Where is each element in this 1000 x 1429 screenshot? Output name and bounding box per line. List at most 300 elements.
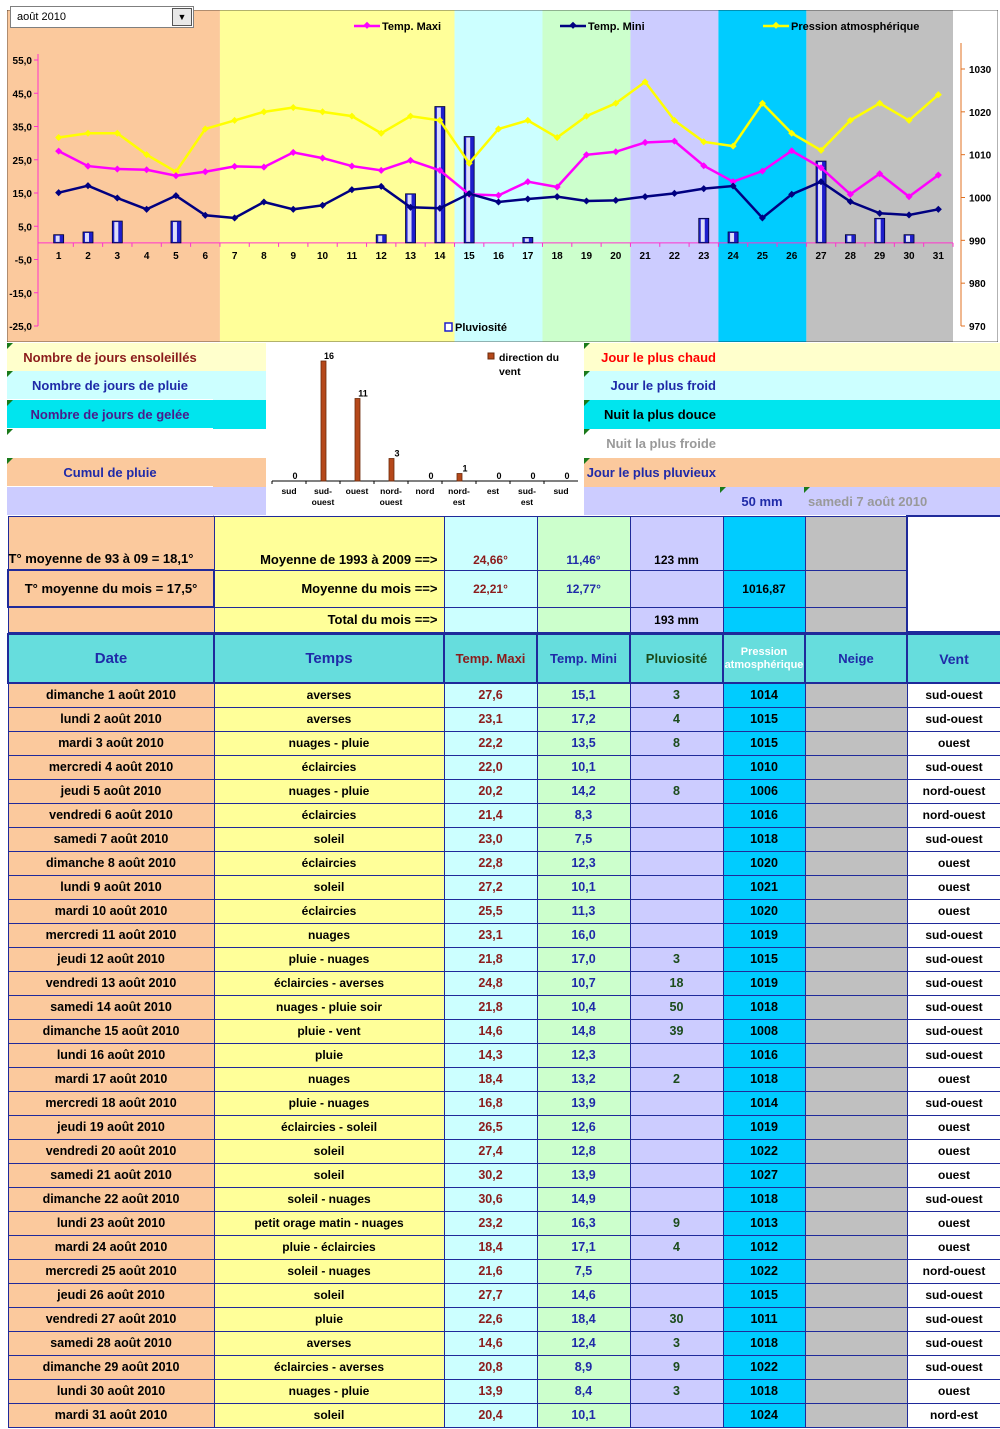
row-min: 16,0 xyxy=(537,923,630,947)
row-max: 22,0 xyxy=(444,755,537,779)
pluvio-bar-highlight xyxy=(701,219,705,242)
pluvio-bar-highlight xyxy=(114,222,118,242)
row-press: 1027 xyxy=(723,1163,805,1187)
table-row xyxy=(8,851,1000,875)
avg-row2-label: Moyenne du mois ==> xyxy=(214,570,444,607)
row-vent: sud-ouest xyxy=(907,1331,1000,1355)
row-max: 20,8 xyxy=(444,1355,537,1379)
row-vent: nord-ouest xyxy=(907,1259,1000,1283)
x-tick-label: 21 xyxy=(639,250,651,262)
header-max: Temp. Maxi xyxy=(444,634,537,683)
table-row xyxy=(8,971,1000,995)
week-band xyxy=(542,10,630,342)
row-min: 17,0 xyxy=(537,947,630,971)
pluvio-bar-highlight xyxy=(408,195,412,242)
row-temps: éclaircies xyxy=(214,851,444,875)
avg-mois: T° moyenne du mois = 17,5° xyxy=(8,570,214,607)
y-left-tick-label: 5,0 xyxy=(18,222,32,234)
row-neige xyxy=(805,1211,907,1235)
row-pluie xyxy=(630,899,723,923)
wind-value-label: 11 xyxy=(358,388,368,399)
row-date: dimanche 8 août 2010 xyxy=(8,851,214,875)
avg-row2-min: 12,77° xyxy=(537,570,630,607)
row-press: 1018 xyxy=(723,1379,805,1403)
week-band xyxy=(630,10,718,342)
row-neige xyxy=(805,1139,907,1163)
row-pluie: 18 xyxy=(630,971,723,995)
x-tick-label: 13 xyxy=(404,250,417,262)
row-date: jeudi 12 août 2010 xyxy=(8,947,214,971)
table-row xyxy=(8,1235,1000,1259)
row-neige xyxy=(805,1331,907,1355)
row-pluie xyxy=(630,755,723,779)
table-row xyxy=(8,1403,1000,1427)
row-press: 1022 xyxy=(723,1139,805,1163)
row-temps: soleil xyxy=(214,827,444,851)
table-row xyxy=(8,875,1000,899)
row-date: vendredi 20 août 2010 xyxy=(8,1139,214,1163)
weather-chart xyxy=(7,10,998,342)
y-right-tick-label: 1000 xyxy=(969,193,992,205)
row-pluie: 8 xyxy=(630,779,723,803)
row-date: vendredi 27 août 2010 xyxy=(8,1307,214,1331)
row-min: 14,2 xyxy=(537,779,630,803)
row-neige xyxy=(805,779,907,803)
row-temps: éclaircies xyxy=(214,803,444,827)
row-pluie xyxy=(630,923,723,947)
row-press: 1015 xyxy=(723,731,805,755)
x-tick-label: 18 xyxy=(551,250,563,262)
y-right-tick-label: 990 xyxy=(969,236,986,248)
row-max: 27,6 xyxy=(444,683,537,707)
row-pluie xyxy=(630,1259,723,1283)
table-row xyxy=(8,1307,1000,1331)
row-temps: soleil - nuages xyxy=(214,1259,444,1283)
header-neige: Neige xyxy=(805,634,907,683)
row-max: 23,0 xyxy=(444,827,537,851)
row-date: dimanche 29 août 2010 xyxy=(8,1355,214,1379)
summary-right-value: 50 mm xyxy=(720,487,804,516)
pluvio-bar-highlight xyxy=(730,233,734,242)
row-neige xyxy=(805,731,907,755)
x-tick-label: 8 xyxy=(261,250,267,262)
avg-row1-max: 24,66° xyxy=(444,516,537,570)
row-max: 21,6 xyxy=(444,1259,537,1283)
row-temps: pluie - nuages xyxy=(214,947,444,971)
y-right-tick-label: 1030 xyxy=(969,65,992,76)
row-vent: sud-ouest xyxy=(907,1187,1000,1211)
x-tick-label: 7 xyxy=(231,250,238,262)
row-pluie xyxy=(630,1187,723,1211)
row-max: 24,8 xyxy=(444,971,537,995)
row-vent: ouest xyxy=(907,899,1000,923)
wind-legend-line2: vent xyxy=(499,366,521,378)
row-max: 14,6 xyxy=(444,1019,537,1043)
row-neige xyxy=(805,1259,907,1283)
row-max: 22,8 xyxy=(444,851,537,875)
row-press: 1018 xyxy=(723,1331,805,1355)
row-press: 1019 xyxy=(723,1115,805,1139)
summary-right-label: Nuit la plus douce xyxy=(584,400,720,429)
row-min: 16,3 xyxy=(537,1211,630,1235)
pluvio-bar-highlight xyxy=(466,138,470,242)
row-press: 1012 xyxy=(723,1235,805,1259)
wind-legend-swatch xyxy=(488,353,494,359)
row-max: 16,8 xyxy=(444,1091,537,1115)
row-temps: éclaircies - soleil xyxy=(214,1115,444,1139)
row-vent: sud-ouest xyxy=(907,923,1000,947)
row-vent: ouest xyxy=(907,1235,1000,1259)
table-row xyxy=(8,1163,1000,1187)
y-left-tick-label: 25,0 xyxy=(12,155,32,167)
row-pluie xyxy=(630,1043,723,1067)
x-tick-label: 22 xyxy=(668,250,680,262)
row-date: mercredi 25 août 2010 xyxy=(8,1259,214,1283)
row-max: 30,6 xyxy=(444,1187,537,1211)
x-tick-label: 14 xyxy=(434,250,446,262)
row-press: 1019 xyxy=(723,971,805,995)
row-temps: soleil xyxy=(214,1163,444,1187)
row-neige xyxy=(805,1403,907,1427)
row-max: 23,2 xyxy=(444,1211,537,1235)
row-vent: sud-ouest xyxy=(907,1307,1000,1331)
wind-bar xyxy=(457,474,462,482)
row-temps: averses xyxy=(214,1331,444,1355)
month-select-value: août 2010 xyxy=(17,11,66,23)
summary-right-row xyxy=(584,400,1000,429)
avg-row2-pluie xyxy=(630,570,723,607)
row-neige xyxy=(805,971,907,995)
row-date: lundi 23 août 2010 xyxy=(8,1211,214,1235)
row-neige xyxy=(805,1091,907,1115)
row-temps: nuages xyxy=(214,1067,444,1091)
avg-vent-cell xyxy=(907,516,1000,632)
pluvio-bar-highlight xyxy=(378,236,382,242)
row-vent: sud-ouest xyxy=(907,755,1000,779)
row-press: 1008 xyxy=(723,1019,805,1043)
x-tick-label: 11 xyxy=(346,250,358,262)
x-tick-label: 23 xyxy=(698,250,710,262)
row-press: 1022 xyxy=(723,1259,805,1283)
row-min: 13,2 xyxy=(537,1067,630,1091)
row-temps: pluie - éclaircies xyxy=(214,1235,444,1259)
row-min: 15,1 xyxy=(537,683,630,707)
avg-row1-neige xyxy=(805,516,907,570)
averages-table xyxy=(7,515,1000,633)
x-tick-label: 2 xyxy=(85,250,91,262)
row-date: mardi 3 août 2010 xyxy=(8,731,214,755)
row-temps: nuages - pluie xyxy=(214,779,444,803)
week-bands xyxy=(7,10,998,342)
avg-row3-label: Total du mois ==> xyxy=(214,607,444,632)
table-row xyxy=(8,1379,1000,1403)
row-neige xyxy=(805,1283,907,1307)
row-temps: pluie - vent xyxy=(214,1019,444,1043)
wind-category-label: sud-ouest xyxy=(311,486,335,507)
summary-left-label: Cumul de pluie xyxy=(7,458,213,487)
row-min: 7,5 xyxy=(537,827,630,851)
summary-left-row xyxy=(7,371,266,400)
row-max: 30,2 xyxy=(444,1163,537,1187)
avg-row2-press: 1016,87 xyxy=(723,570,805,607)
summary-left-row xyxy=(7,343,266,372)
x-tick-label: 6 xyxy=(202,250,209,262)
legend-label: Temp. Mini xyxy=(588,21,645,33)
row-max: 27,2 xyxy=(444,875,537,899)
row-pluie: 2 xyxy=(630,1067,723,1091)
row-temps: éclaircies - averses xyxy=(214,1355,444,1379)
avg-row3-min xyxy=(537,607,630,632)
x-tick-label: 25 xyxy=(756,250,768,262)
wind-legend-line1: direction du xyxy=(499,352,560,364)
row-neige xyxy=(805,995,907,1019)
row-min: 14,8 xyxy=(537,1019,630,1043)
row-neige xyxy=(805,1115,907,1139)
table-row xyxy=(8,923,1000,947)
row-temps: éclaircies - averses xyxy=(214,971,444,995)
x-tick-label: 4 xyxy=(143,250,150,262)
table-row xyxy=(8,1043,1000,1067)
row-min: 7,5 xyxy=(537,1259,630,1283)
y-right-tick-label: 1010 xyxy=(969,150,992,162)
x-tick-label: 12 xyxy=(375,250,387,262)
wind-category-label: nord-ouest xyxy=(379,486,403,507)
dropdown-arrow-icon[interactable]: ▼ xyxy=(172,8,192,26)
y-right-tick-label: 1020 xyxy=(969,107,992,119)
row-vent: sud-ouest xyxy=(907,1283,1000,1307)
row-neige xyxy=(805,1379,907,1403)
table-row xyxy=(8,1211,1000,1235)
row-min: 10,1 xyxy=(537,875,630,899)
table-row xyxy=(8,1283,1000,1307)
row-max: 20,2 xyxy=(444,779,537,803)
table-row xyxy=(8,1019,1000,1043)
row-neige xyxy=(805,1187,907,1211)
x-tick-label: 30 xyxy=(903,250,915,262)
row-pluie: 3 xyxy=(630,683,723,707)
row-press: 1018 xyxy=(723,1067,805,1091)
wind-value-label: 0 xyxy=(530,471,536,481)
row-date: mercredi 11 août 2010 xyxy=(8,923,214,947)
avg-row2-neige xyxy=(805,570,907,607)
row-min: 17,1 xyxy=(537,1235,630,1259)
row-vent: sud-ouest xyxy=(907,1355,1000,1379)
row-pluie: 39 xyxy=(630,1019,723,1043)
legend-label: Pression atmosphérique xyxy=(791,21,920,33)
table-row xyxy=(8,755,1000,779)
wind-category-label: sud xyxy=(553,486,569,496)
row-press: 1013 xyxy=(723,1211,805,1235)
row-neige xyxy=(805,899,907,923)
row-date: dimanche 15 août 2010 xyxy=(8,1019,214,1043)
row-max: 18,4 xyxy=(444,1235,537,1259)
row-pluie: 3 xyxy=(630,1331,723,1355)
avg-row1-min: 11,46° xyxy=(537,516,630,570)
row-press: 1022 xyxy=(723,1355,805,1379)
x-tick-label: 9 xyxy=(290,250,297,262)
daily-table xyxy=(7,633,1000,1428)
row-min: 17,2 xyxy=(537,707,630,731)
table-row xyxy=(8,827,1000,851)
row-min: 10,1 xyxy=(537,755,630,779)
row-pluie xyxy=(630,1283,723,1307)
x-tick-label: 28 xyxy=(844,250,856,262)
avg-row3-max xyxy=(444,607,537,632)
header-min: Temp. Mini xyxy=(537,634,630,683)
wind-bar xyxy=(389,459,394,482)
x-tick-label: 19 xyxy=(580,250,593,262)
pluvio-bar-highlight xyxy=(906,236,910,242)
row-date: dimanche 22 août 2010 xyxy=(8,1187,214,1211)
week-band xyxy=(7,10,220,342)
row-date: mercredi 4 août 2010 xyxy=(8,755,214,779)
row-temps: petit orage matin - nuages xyxy=(214,1211,444,1235)
row-max: 21,4 xyxy=(444,803,537,827)
row-neige xyxy=(805,1235,907,1259)
table-row xyxy=(8,707,1000,731)
row-max: 23,1 xyxy=(444,707,537,731)
row-pluie xyxy=(630,827,723,851)
row-vent: sud-ouest xyxy=(907,1019,1000,1043)
summary-left-label: Nombre de jours de gelée xyxy=(7,400,213,429)
summary-left-row xyxy=(7,400,266,429)
row-pluie: 4 xyxy=(630,707,723,731)
row-vent: sud-ouest xyxy=(907,683,1000,707)
row-pluie xyxy=(630,1091,723,1115)
row-press: 1016 xyxy=(723,1043,805,1067)
row-date: samedi 7 août 2010 xyxy=(8,827,214,851)
row-press: 1011 xyxy=(723,1307,805,1331)
row-max: 14,6 xyxy=(444,1331,537,1355)
row-press: 1020 xyxy=(723,851,805,875)
pluvio-bar-highlight xyxy=(818,162,822,242)
row-temps: soleil xyxy=(214,1139,444,1163)
summary-right-row xyxy=(584,371,1000,400)
table-row xyxy=(8,1115,1000,1139)
row-min: 8,3 xyxy=(537,803,630,827)
data-table-container xyxy=(7,515,1000,1428)
row-date: mardi 31 août 2010 xyxy=(8,1403,214,1427)
row-vent: sud-ouest xyxy=(907,995,1000,1019)
row-date: lundi 2 août 2010 xyxy=(8,707,214,731)
row-max: 23,1 xyxy=(444,923,537,947)
row-temps: nuages - pluie xyxy=(214,731,444,755)
row-neige xyxy=(805,827,907,851)
legend-pluvio-swatch xyxy=(445,323,452,331)
row-date: lundi 9 août 2010 xyxy=(8,875,214,899)
row-vent: ouest xyxy=(907,875,1000,899)
row-pluie: 50 xyxy=(630,995,723,1019)
row-min: 14,9 xyxy=(537,1187,630,1211)
pluvio-bar-highlight xyxy=(877,219,881,242)
y-left-tick-label: 45,0 xyxy=(12,89,32,101)
y-left-tick-label: 15,0 xyxy=(12,189,32,200)
row-neige xyxy=(805,1163,907,1187)
x-tick-label: 17 xyxy=(522,250,534,262)
row-pluie xyxy=(630,875,723,899)
summary-left-row xyxy=(7,429,266,458)
row-min: 8,4 xyxy=(537,1379,630,1403)
row-min: 13,9 xyxy=(537,1163,630,1187)
row-min: 12,6 xyxy=(537,1115,630,1139)
x-tick-label: 29 xyxy=(874,250,886,262)
table-row xyxy=(8,1259,1000,1283)
row-max: 27,7 xyxy=(444,1283,537,1307)
month-select[interactable] xyxy=(10,6,194,28)
table-row xyxy=(8,1091,1000,1115)
row-min: 13,9 xyxy=(537,1091,630,1115)
row-temps: nuages - pluie soir xyxy=(214,995,444,1019)
row-pluie: 3 xyxy=(630,1379,723,1403)
row-min: 8,9 xyxy=(537,1355,630,1379)
row-min: 12,3 xyxy=(537,851,630,875)
x-tick-label: 1 xyxy=(55,250,62,262)
pluvio-bar-highlight xyxy=(85,233,89,242)
row-temps: averses xyxy=(214,707,444,731)
pluvio-bar-highlight xyxy=(847,236,851,242)
y-left-tick-label: -25,0 xyxy=(9,322,32,333)
row-press: 1018 xyxy=(723,827,805,851)
row-min: 10,7 xyxy=(537,971,630,995)
table-row xyxy=(8,779,1000,803)
row-neige xyxy=(805,755,907,779)
row-min: 11,3 xyxy=(537,899,630,923)
header-temps: Temps xyxy=(214,634,444,683)
row-min: 12,8 xyxy=(537,1139,630,1163)
header-vent: Vent xyxy=(907,634,1000,683)
y-left-tick-label: 55,0 xyxy=(12,56,32,67)
wind-category-label: est xyxy=(486,486,500,496)
wind-value-label: 3 xyxy=(394,448,400,459)
row-date: mercredi 18 août 2010 xyxy=(8,1091,214,1115)
table-row xyxy=(8,683,1000,707)
row-pluie: 9 xyxy=(630,1211,723,1235)
row-pluie xyxy=(630,1139,723,1163)
row-neige xyxy=(805,923,907,947)
x-tick-label: 26 xyxy=(786,250,798,262)
row-date: jeudi 19 août 2010 xyxy=(8,1115,214,1139)
row-min: 10,4 xyxy=(537,995,630,1019)
x-tick-label: 20 xyxy=(610,250,622,262)
wind-value-label: 0 xyxy=(564,471,570,481)
row-temps: pluie xyxy=(214,1043,444,1067)
summary-left-strip xyxy=(7,487,266,515)
row-min: 13,5 xyxy=(537,731,630,755)
row-temps: éclaircies xyxy=(214,755,444,779)
wind-category-label: nord xyxy=(415,486,435,496)
row-max: 13,9 xyxy=(444,1379,537,1403)
row-max: 22,6 xyxy=(444,1307,537,1331)
table-row xyxy=(8,899,1000,923)
summary-left-row xyxy=(7,458,266,487)
wind-category-label: sud-est xyxy=(518,486,536,507)
x-tick-label: 10 xyxy=(317,250,329,262)
wind-bar xyxy=(321,361,326,481)
row-min: 14,6 xyxy=(537,1283,630,1307)
row-neige xyxy=(805,1043,907,1067)
avg-row1-label: Moyenne de 1993 à 2009 ==> xyxy=(214,516,444,570)
avg-row3-neige xyxy=(805,607,907,632)
row-max: 21,8 xyxy=(444,995,537,1019)
row-vent: ouest xyxy=(907,1139,1000,1163)
row-min: 12,4 xyxy=(537,1331,630,1355)
row-date: jeudi 5 août 2010 xyxy=(8,779,214,803)
table-row xyxy=(8,803,1000,827)
pluvio-bar-highlight xyxy=(525,238,529,241)
wind-category-label: nord-est xyxy=(448,486,470,507)
avg-row3-date xyxy=(8,607,214,632)
row-pluie: 8 xyxy=(630,731,723,755)
